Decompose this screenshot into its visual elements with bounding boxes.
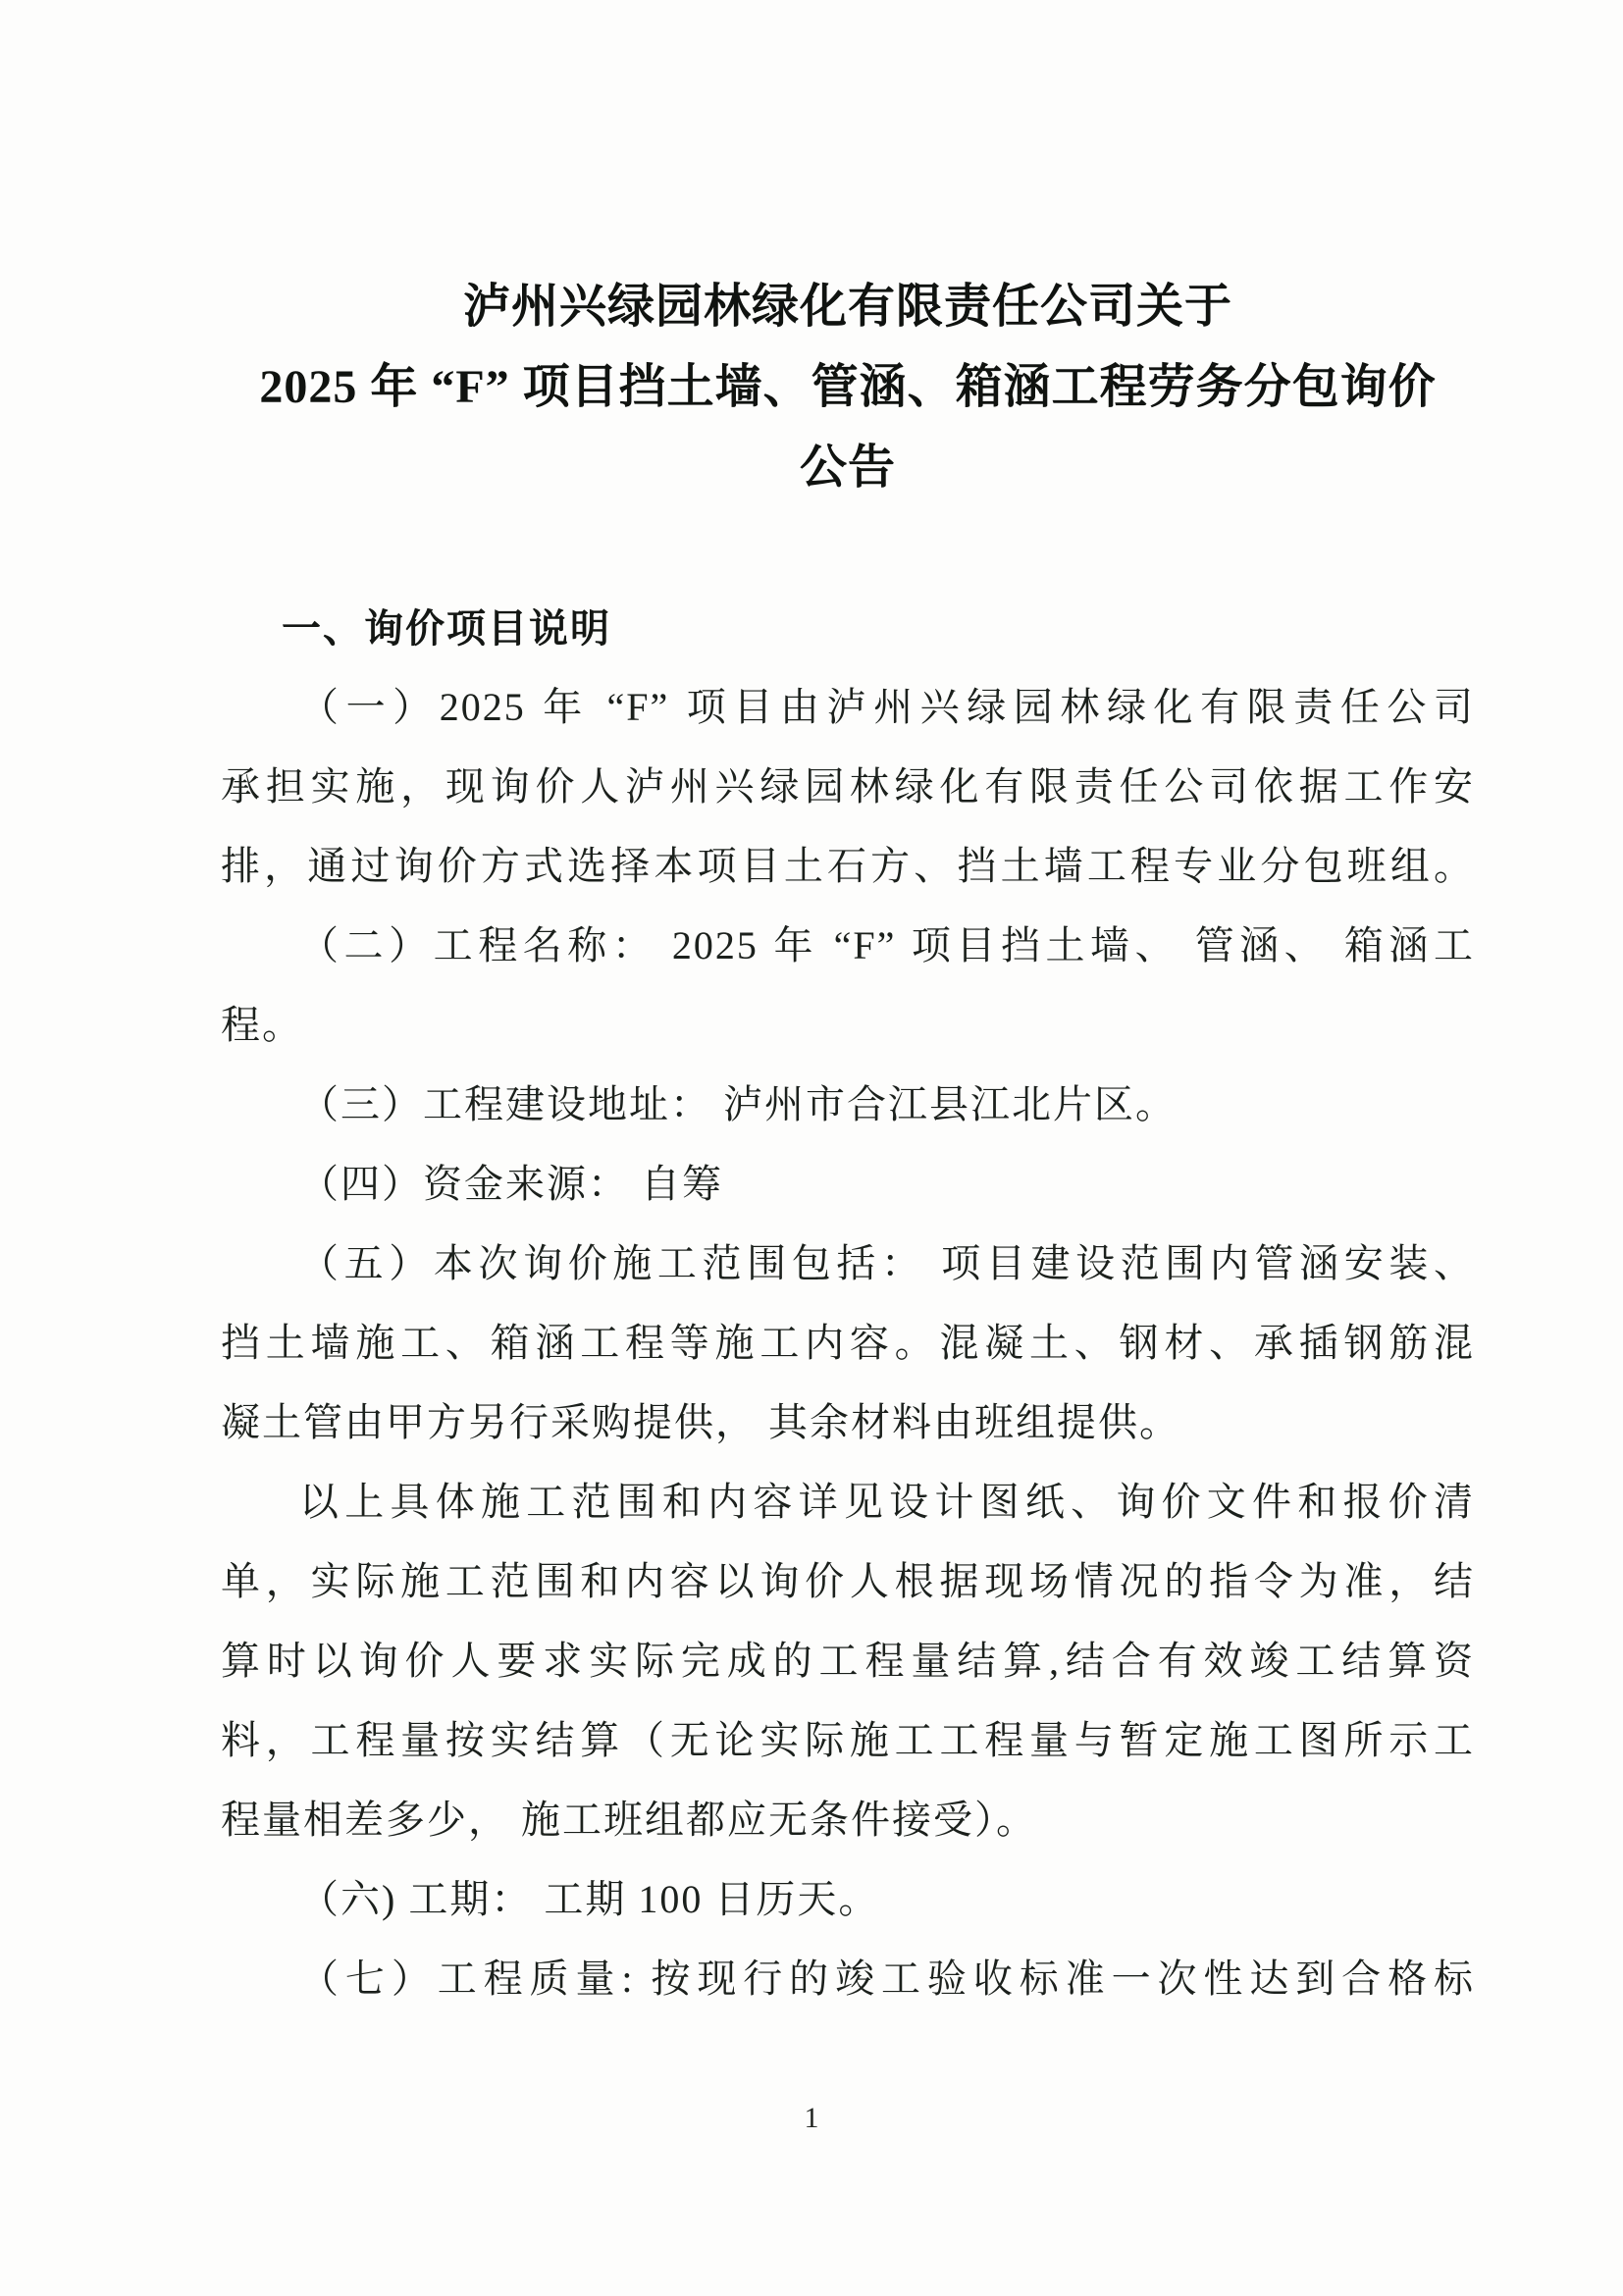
body-line: （五）本次询价施工范围包括： 项目建设范围内管涵安装、 (299, 1241, 1475, 1285)
body-line: （四）资金来源： 自筹 (299, 1162, 723, 1206)
body-line: 单，实际施工范围和内容以询价人根据现场情况的指令为准，结 (221, 1559, 1475, 1603)
body-line: （二）工程名称： 2025 年 “F” 项目挡土墙、 管涵、 箱涵工 (299, 923, 1475, 967)
body-line: 程。 (221, 1003, 303, 1047)
body-line: （六) 工期： 工期 100 日历天。 (299, 1877, 880, 1921)
title-line-2: 2025 年 “F” 项目挡土墙、管涵、箱涵工程劳务分包询价 (259, 361, 1437, 413)
section-heading: 一、询价项目说明 (282, 607, 611, 651)
body-line: 算时以询价人要求实际完成的工程量结算,结合有效竣工结算资 (221, 1639, 1475, 1683)
title-line-3: 公告 (799, 442, 896, 494)
body-line: （三）工程建设地址： 泸州市合江县江北片区。 (299, 1082, 1177, 1126)
title-line-1: 泸州兴绿园林绿化有限责任公司关于 (462, 281, 1232, 333)
body-line: （一）2025 年 “F” 项目由泸州兴绿园林绿化有限责任公司 (299, 685, 1475, 729)
body-line: 凝土管由甲方另行采购提供， 其余材料由班组提供。 (221, 1400, 1180, 1444)
body-line: （七）工程质量: 按现行的竣工验收标准一次性达到合格标 (299, 1957, 1475, 2001)
page-number: 1 (804, 2102, 819, 2134)
body-line: 以上具体施工范围和内容详见设计图纸、询价文件和报价清 (299, 1480, 1475, 1524)
body-line: 承担实施，现询价人泸州兴绿园林绿化有限责任公司依据工作安 (221, 764, 1475, 809)
document-body (221, 667, 1475, 2018)
body-line: 程量相差多少， 施工班组都应无条件接受）。 (221, 1798, 1037, 1842)
document-title (221, 267, 1475, 508)
body-line: 挡土墙施工、箱涵工程等施工内容。混凝土、钢材、承插钢筋混 (221, 1321, 1475, 1365)
body-line: 排，通过询价方式选择本项目土石方、挡土墙工程专业分包班组。 (221, 844, 1475, 888)
body-line: 料，工程量按实结算（无论实际施工工程量与暂定施工图所示工 (221, 1718, 1475, 1762)
